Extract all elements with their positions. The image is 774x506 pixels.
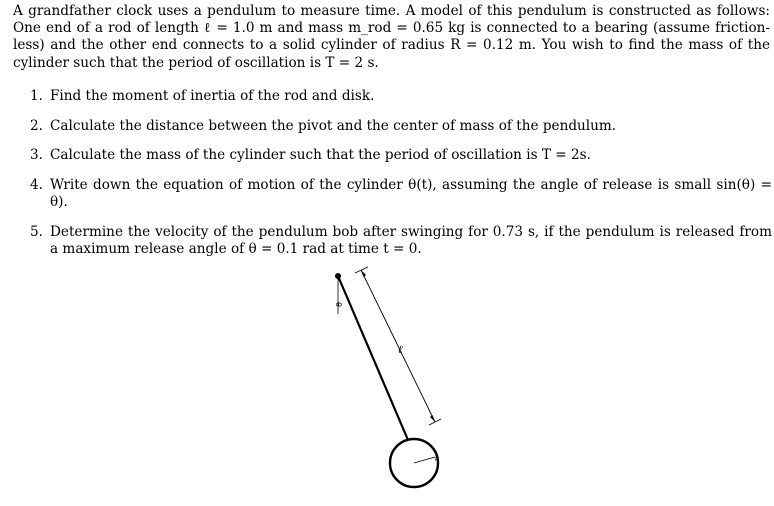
question-number: 4. (30, 177, 43, 194)
length-tick-top (355, 267, 368, 273)
question-list (30, 88, 772, 271)
length-label: ℓ (398, 343, 403, 356)
pendulum-rod (338, 276, 408, 440)
question-number: 1. (30, 88, 43, 104)
question-item-3 (30, 147, 772, 164)
problem-intro: A grandfather clock uses a pendulum to measure time. A model of this pendulum is constructed as follows: One end of a rod of length ℓ = 1.0 m and mass m_rod = 0.65 kg is connected to a bearing (assume friction-less) and the other end connects to a solid cylinder of radius R = 0.12 m. You wish to find the mass of the cylinder such that the period of oscillation is T = 2 s. (13, 3, 770, 71)
question-number: 3. (30, 147, 43, 164)
length-tick-bottom (429, 419, 441, 425)
radius-label: R (435, 457, 439, 463)
pendulum-diagram (320, 262, 470, 504)
length-arrow-bottom (430, 415, 435, 422)
question-text: Write down the equation of motion of the cylinder θ(t), assuming the angle of release is small sin(θ) = θ). (50, 177, 772, 211)
question-number: 2. (30, 117, 43, 134)
question-item-5 (30, 224, 772, 258)
length-arrow-top (361, 270, 366, 277)
question-number: 5. (30, 224, 43, 241)
angle-label: θ (335, 302, 344, 307)
question-item-4 (30, 177, 772, 211)
question-text: Calculate the mass of the cylinder such that the period of oscillation is T = 2s. (50, 147, 591, 164)
question-item-2 (30, 118, 772, 135)
question-text: Calculate the distance between the pivot and the center of mass of the pendulum. (50, 117, 617, 134)
radius-line (414, 457, 435, 463)
question-text: Find the moment of inertia of the rod and disk. (50, 88, 375, 104)
question-text: Determine the velocity of the pendulum bob after swinging for 0.73 s, if the pendulum is released from a maximum release angle of θ = 0.1 rad at time t = 0. (50, 224, 772, 258)
question-item-1 (30, 88, 772, 105)
